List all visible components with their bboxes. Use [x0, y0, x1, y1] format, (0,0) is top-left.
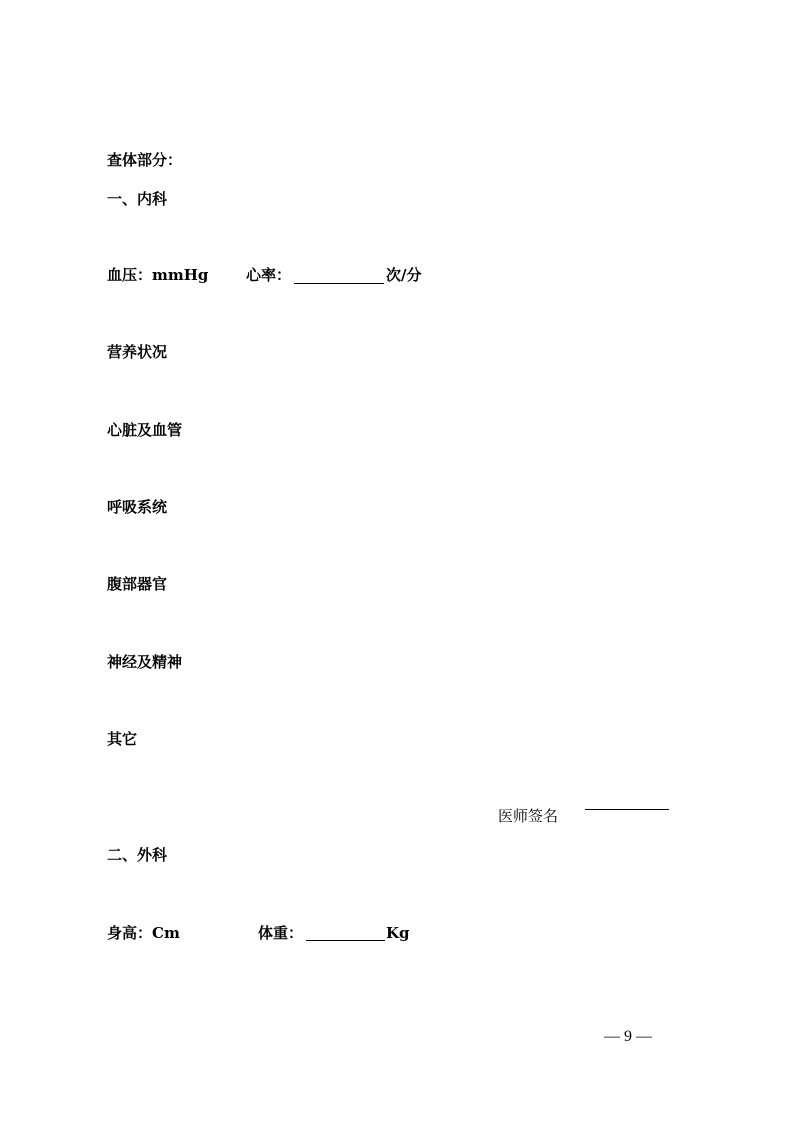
respiratory-system-label: 呼吸系统 — [107, 498, 168, 516]
heart-rate-unit: 次/分 — [386, 266, 422, 284]
heart-vessels-label: 心脏及血管 — [107, 421, 183, 439]
weight-unit: Kg — [386, 924, 410, 942]
abdominal-organs-label: 腹部器官 — [107, 575, 168, 593]
section-title: 查体部分： — [107, 151, 183, 169]
weight-field[interactable] — [306, 940, 385, 941]
nutrition-status-label: 营养状况 — [107, 343, 168, 361]
doctor-signature-label: 医师签名 — [498, 807, 559, 825]
neuro-psych-label: 神经及精神 — [107, 653, 183, 671]
heart-rate-field[interactable] — [294, 283, 384, 284]
page-number: — 9 — — [604, 1028, 652, 1045]
height-label: 身高：Cm — [107, 924, 180, 942]
surgery-heading: 二、外科 — [107, 846, 168, 864]
heart-rate-label: 心率： — [246, 266, 292, 284]
blood-pressure-label: 血压：mmHg — [107, 266, 209, 284]
other-label: 其它 — [107, 730, 138, 748]
doctor-signature-field[interactable] — [585, 809, 669, 810]
weight-label: 体重： — [258, 924, 304, 942]
internal-medicine-heading: 一、内科 — [107, 190, 168, 208]
